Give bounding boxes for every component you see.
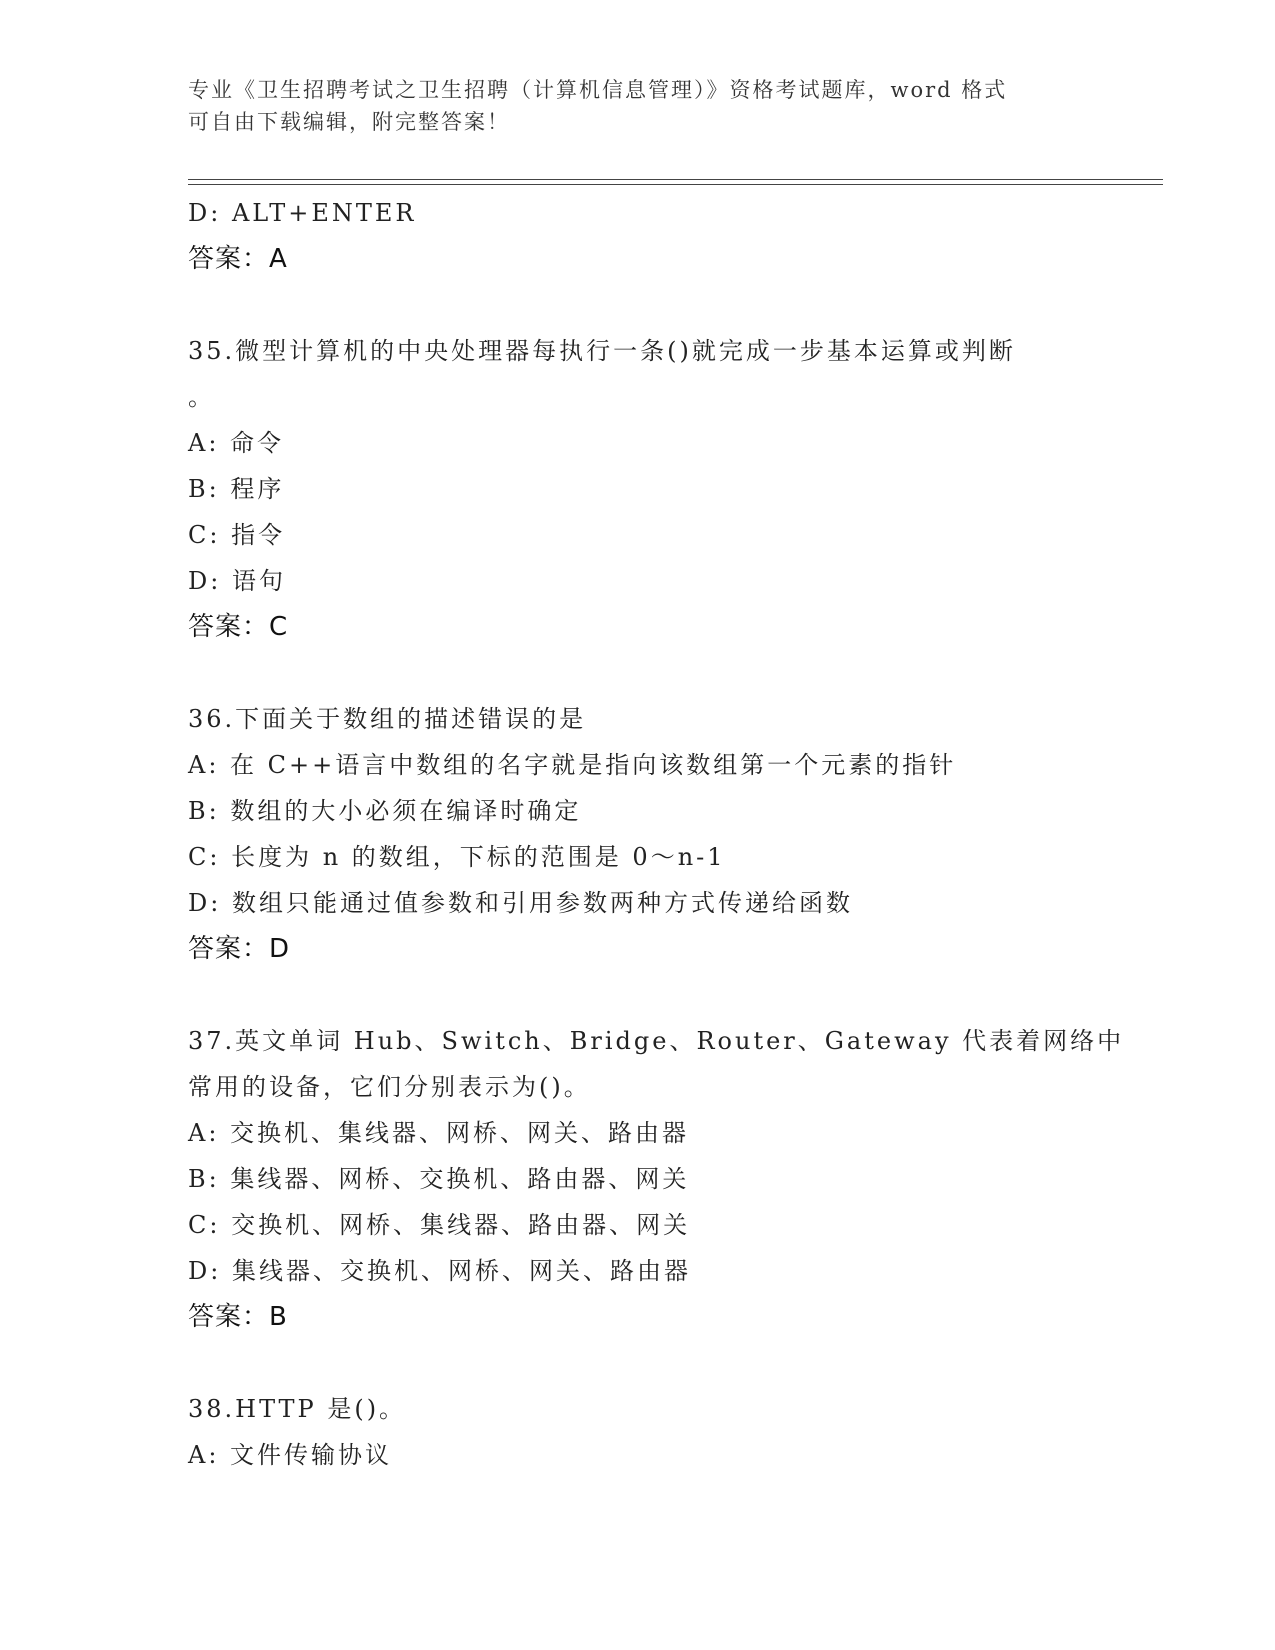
- question-list: [188, 190, 1125, 1478]
- answer: 答案：D: [188, 934, 291, 964]
- option-d: D: 集线器、交换机、网桥、网关、路由器: [188, 1257, 691, 1285]
- option-b: B: 数组的大小必须在编译时确定: [188, 797, 582, 825]
- spacer: [188, 972, 1088, 1018]
- answer: 答案：B: [188, 1302, 288, 1332]
- option-a: A: 文件传输协议: [188, 1441, 393, 1469]
- header-divider-top: [188, 179, 1163, 180]
- option-a: A: 在 C++语言中数组的名字就是指向该数组第一个元素的指针: [188, 751, 957, 779]
- answer: 答案：A: [188, 244, 288, 274]
- question-34: [188, 190, 1088, 282]
- option-b: B: 集线器、网桥、交换机、路由器、网关: [188, 1165, 690, 1193]
- header-line-1: 专业《卫生招聘考试之卫生招聘（计算机信息管理）》资格考试题库，word 格式: [188, 78, 1008, 102]
- spacer: [188, 1340, 1088, 1386]
- question-36: [188, 696, 1088, 972]
- question-38: [188, 1386, 1088, 1478]
- spacer: [188, 282, 1088, 328]
- question-stem: 36.下面关于数组的描述错误的是: [188, 705, 587, 733]
- question-37: [188, 1018, 1125, 1340]
- question-stem: 37.英文单词 Hub、Switch、Bridge、Router、Gateway 代表着网络中: [188, 1027, 1125, 1055]
- question-35: [188, 328, 1088, 650]
- header-divider-bottom: [188, 184, 1163, 185]
- answer: 答案：C: [188, 612, 289, 642]
- question-stem: 35.微型计算机的中央处理器每执行一条()就完成一步基本运算或判断: [188, 337, 1016, 365]
- question-stem-continued: 常用的设备，它们分别表示为()。: [188, 1073, 591, 1101]
- option-a: A: 命令: [188, 429, 285, 457]
- document-header: [188, 74, 1088, 138]
- option-a: A: 交换机、集线器、网桥、网关、路由器: [188, 1119, 690, 1147]
- header-line-2: 可自由下载编辑，附完整答案！: [188, 110, 510, 134]
- question-stem-continued: 。: [188, 383, 215, 411]
- question-stem: 38.HTTP 是()。: [188, 1395, 407, 1423]
- option-c: C: 指令: [188, 521, 286, 549]
- option-d: D: 数组只能通过值参数和引用参数两种方式传递给函数: [188, 889, 853, 917]
- option-b: B: 程序: [188, 475, 285, 503]
- option-c: C: 交换机、网桥、集线器、路由器、网关: [188, 1211, 691, 1239]
- spacer: [188, 650, 1088, 696]
- option-d: D: ALT+ENTER: [188, 199, 417, 227]
- option-d: D: 语句: [188, 567, 286, 595]
- option-c: C: 长度为 n 的数组，下标的范围是 0～n-1: [188, 843, 726, 871]
